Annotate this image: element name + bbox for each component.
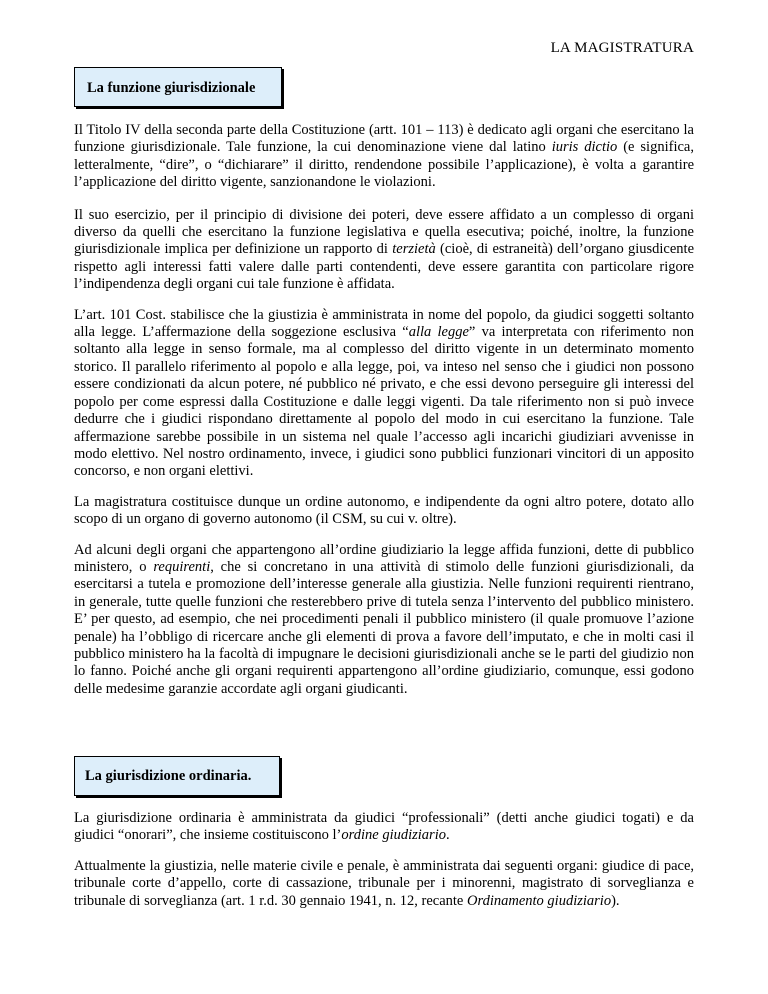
paragraph: Il Titolo IV della seconda parte della Costituzione (artt. 101 – 113) è dedicato agli organi che esercitano la funzione giurisdizionale. Tale funzione, la cui denominazione viene dal latino iuris dictio (e significa, letteralmente, “dire”, o “dichiarare” il diritto, rendendone possibile l’applicazione), è volta a garantire l’applicazione del diritto vigente, sanzionandone le violazioni.: [74, 122, 694, 191]
italic-term: terzietà: [392, 241, 436, 258]
paragraph: L’art. 101 Cost. stabilisce che la giustizia è amministrata in nome del popolo, da giudici soggetti soltanto alla legge. L’affermazione della soggezione esclusiva “alla legge” va interpretata con riferimento non soltanto alla legge in senso formale, ma al complesso del diritto vigente in un determinato momento storico. Il parallelo riferimento al popolo e alla legge, poi, va inteso nel senso che i giudici non possono essere condizionati da alcun potere, né pubblico né privato, e che essi devono perseguire gli interessi del popolo per come espressi dalla Costituzione e dalle leggi vigenti. Da tale riferimento non si può invece dedurre che i giudici rispondano direttamente al popolo del modo in cui esercitano la funzione. Tale affermazione sarebbe possibile in un sistema nel quale l’accesso agli incarichi giudiziari avvenisse in modo elettivo. Nel nostro ordinamento, invece, i giudici sono pubblici funzionari vincitori di un apposito concorso, e non organi elettivi.: [74, 306, 694, 480]
paragraph: Il suo esercizio, per il principio di divisione dei poteri, deve essere affidato a un complesso di organi diverso da quelli che esercitano la funzione legislativa e quella esecutiva; poiché, inoltre, la funzione giurisdizionale implica per definizione un rapporto di terzietà (cioè, di estraneità) dell’organo giusdicente rispetto agli interessi fatti valere dalle parti contendenti, deve essere garantita con particolare rigore l’indipendenza degli organi cui tale funzione è affidata.: [74, 206, 695, 293]
italic-term: requirenti: [153, 558, 211, 575]
italic-term: iuris dictio: [551, 139, 618, 156]
italic-term: Ordinamento giudiziario: [467, 892, 612, 909]
paragraph: La giurisdizione ordinaria è amministrata da giudici “professionali” (detti anche giudici togati) e da giudici “onorari”, che insieme costituiscono l’ordine giudiziario.: [74, 810, 694, 844]
italic-term: alla legge: [408, 324, 469, 341]
section-heading-giurisdizione-ordinaria: La giurisdizione ordinaria.: [74, 756, 280, 796]
paragraph: Ad alcuni degli organi che appartengono all’ordine giudiziario la legge affida funzioni, dette di pubblico ministero, o requirenti, che si concretano in una attività di stimolo delle funzioni giurisdizionali, da esercitarsi a tutela e promozione dell’interesse generale alla giustizia. Nelle funzioni requirenti rientrano, in generale, tutte quelle funzioni che resterebbero prive di tutela senza l’intervento del pubblico ministero. E’ per questo, ad esempio, che nei procedimenti penali il pubblico ministero (il quale promuove l’azione penale) ha l’obbligo di ricercare anche gli elementi di prova a favore dell’imputato, e che in molti casi il pubblico ministero ha la facoltà di impugnare le decisioni giurisdizionali anche se le parti del giudizio non lo fanno. Poiché anche gli organi requirenti appartengono all’ordine giudiziario, comunque, essi godono delle medesime garanzie accordate agli organi giudicanti.: [74, 541, 695, 697]
running-header: LA MAGISTRATURA: [550, 40, 694, 56]
italic-term: ordine giudiziario: [341, 827, 446, 844]
section-body-giurisdizione-ordinaria: [74, 810, 694, 910]
paragraph: La magistratura costituisce dunque un ordine autonomo, e indipendente da ogni altro potere, dotato allo scopo di un organo di governo autonomo (il CSM, su cui v. oltre).: [74, 493, 694, 528]
section-heading-funzione-giurisdizionale: La funzione giurisdizionale: [74, 67, 282, 107]
paragraph: Attualmente la giustizia, nelle materie civile e penale, è amministrata dai seguenti organi: giudice di pace, tribunale corte d’appello, corte di cassazione, tribunale per i minorenni, magistrato di sorveglianza e tribunale di sorveglianza (art. 1 r.d. 30 gennaio 1941, n. 12, recante Ordinamento giudiziario).: [74, 857, 694, 909]
section-body-funzione-giurisdizionale: [74, 122, 694, 698]
